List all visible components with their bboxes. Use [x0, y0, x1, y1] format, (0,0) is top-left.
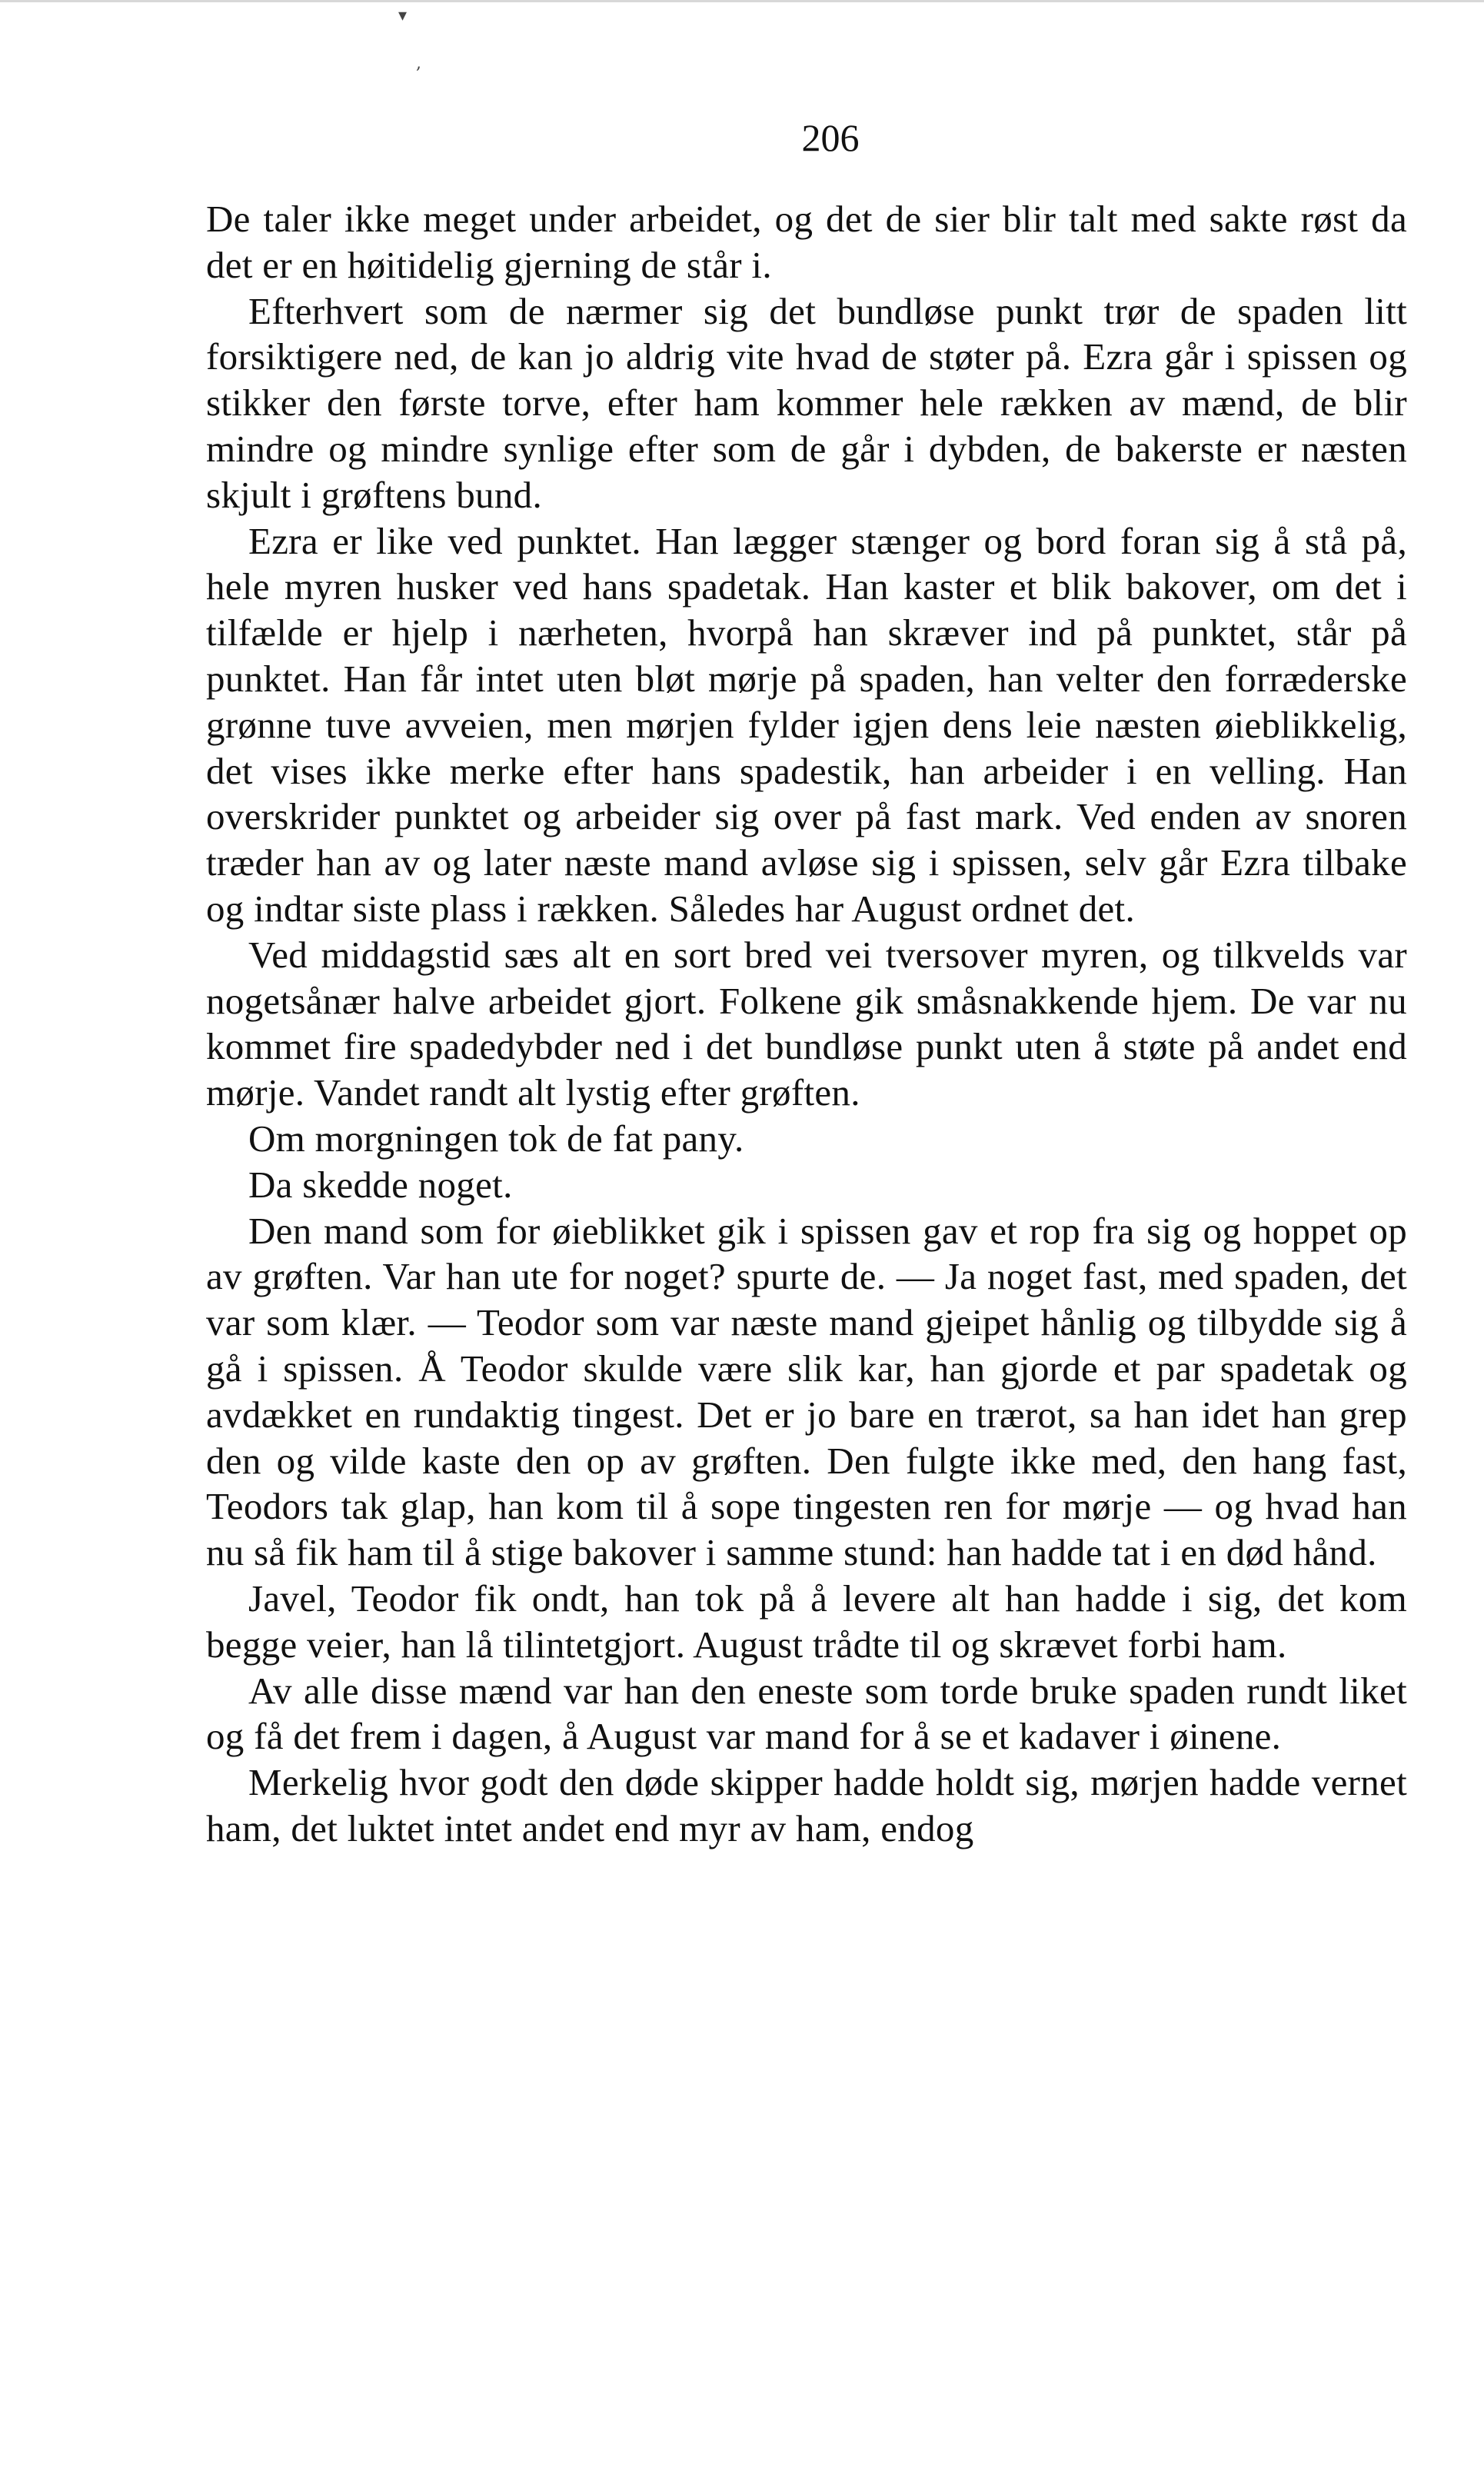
paragraph: Javel, Teodor fik ondt, han tok på å levere alt han hadde i sig, det kom begge veier, han lå tilintetgjort. August trådte til og skrævet forbi ham. [206, 1576, 1407, 1666]
ink-speck: , [416, 54, 421, 73]
paragraph: Den mand som for øieblikket gik i spissen gav et rop fra sig og hoppet op av grøften. Var han ute for noget? spurte de. — Ja noget fast, med spaden, det var som klær. — Teodor som var næste mand gjeipet hånlig og tilbydde sig å gå i spissen. Å Teodor skulde være slik kar, han gjorde et par spadetak og avdækket en rundaktig tingest. Det er jo bare en trærot, sa han idet han grep den og vilde kaste den op av grøften. Den fulgte ikke med, den hang fast, Teodors tak glap, han kom til å sope tingesten ren for mørje — og hvad han nu så fik ham til å stige bakover i samme stund: han hadde tat i en død hånd. [206, 1209, 1407, 1574]
paragraph: Av alle disse mænd var han den eneste som torde bruke spaden rundt liket og få det frem i dagen, å August var mand for å se et kadaver i øinene. [206, 1669, 1407, 1758]
paragraph: Om morgningen tok de fat pany. [248, 1117, 744, 1160]
paragraph: Efterhvert som de nærmer sig det bundløse punkt trør de spaden litt forsiktigere ned, de kan jo aldrig vite hvad de støter på. Ezra går i spissen og stikker den første torve, efter ham kommer hele rækken av mænd, de blir mindre og mindre synlige efter som de går i dybden, de bakerste er næsten skjult i grøftens bund. [206, 289, 1407, 516]
page-number: 206 [801, 116, 860, 159]
paragraph: De taler ikke meget under arbeidet, og det de sier blir talt med sakte røst da det er en høitidelig gjerning de står i. [206, 198, 1407, 286]
paragraph: Ezra er like ved punktet. Han lægger stænger og bord foran sig å stå på, hele myren husker ved hans spadetak. Han kaster et blik bakover, om det i tilfælde er hjelp i nærheten, hvorpå han skræver ind på punktet, står på punktet. Han får intet uten bløt mørje på spaden, han velter den forræderske grønne tuve avveien, men mørjen fylder igjen dens leie næsten øieblikkelig, det vises ikke merke efter hans spadestik, han arbeider i en velling. Han overskrider punktet og arbeider sig over på fast mark. Ved enden av snoren træder han av og later næste mand avløse sig i spissen, selv går Ezra tilbake og indtar siste plass i rækken. Således har August ordnet det. [206, 519, 1407, 930]
ink-speck: ▾ [398, 6, 408, 25]
paragraph: Ved middagstid sæs alt en sort bred vei tversover myren, og tilkvelds var nogetsånær halve arbeidet gjort. Folkene gik småsnakkende hjem. De var nu kommet fire spadedybder ned i det bundløse punkt uten å støte på andet end mørje. Vandet randt alt lystig efter grøften. [206, 933, 1407, 1114]
page-top-edge [0, 0, 1484, 2]
paragraph: Merkelig hvor godt den døde skipper hadde holdt sig, mørjen hadde vernet ham, det luktet intet andet end myr av ham, endog [206, 1761, 1407, 1849]
paragraph: Da skedde noget. [248, 1163, 513, 1206]
body-text [206, 196, 1407, 1852]
